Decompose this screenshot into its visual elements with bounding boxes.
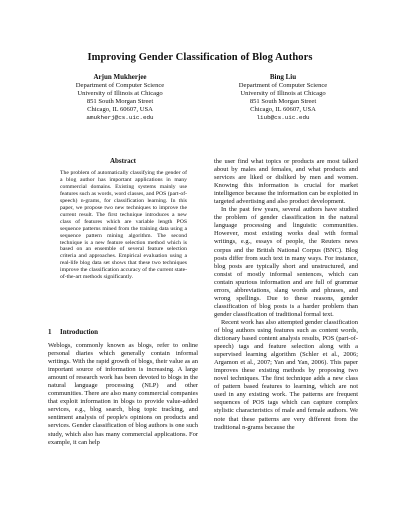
author-email: amukherj@cs.uic.edu [86, 113, 154, 121]
abstract-text: The problem of automatically classifying the gender of a blog author has important applications in many commercial domains. Existing systems mainly use features such as words, word classes, and POS (part-of-speech) n-grams, for classification learning. In this paper, we propose two new techniques to improve the current result. The first technique introduces a new class of features which are variable length POS sequence patterns mined from the training data using a sequence pattern mining algorithm. The second technique is a new feature selection method which is based on an ensemble of several feature selection criteria and approaches. Empirical evaluation using a real-life blog data set shows that these two techniques improve the classification accuracy of the current state-of-the-art methods significantly. [60, 170, 187, 281]
author-department: Department of Computer Science [238, 81, 328, 89]
author-university: University of Illinois at Chicago [77, 89, 163, 97]
section-heading-introduction [48, 328, 98, 336]
section-number: 1 [48, 328, 52, 336]
intro-paragraph-1 [48, 342, 198, 447]
author-university: University of Illinois at Chicago [240, 89, 326, 97]
author-name: Arjun Mukherjee [93, 73, 147, 81]
author-city: Chicago, IL 60607, USA [250, 105, 316, 113]
body-paragraph: Weblogs, commonly known as blogs, refer to online personal diaries which generally contain informal writings. With the rapid growth of blogs, their value as an important source of information is increasing. A large amount of research work has been devoted to blogs in the natural language processing (NLP) and other communities. There are also many commercial companies that exploit information in blogs to provide value-added services, e.g., blog search, blog topic tracking, and sentiment analysis of people's opinions on products and services. Gender classification of blog authors is one such study, which also has many commercial applications. For example, it can help [48, 342, 198, 446]
section-title: Introduction [60, 328, 98, 336]
body-paragraph: In the past few years, several authors have studied the problem of gender classification in the natural language processing and linguistic communities. However, most existing works deal with formal writings, e.g., essays of people, the Reuters news corpus and the British National Corpus (BNC). Blog posts differ from such text in many ways. For instance, blog posts are typically short and unstructured, and consist of mostly informal sentences, which can contain spurious information and are full of grammar errors, abbreviations, slang words and phrases, and wrong spellings. Due to these reasons, gender classification of blog posts is a harder problem than gender classification of traditional formal text. [214, 206, 358, 318]
right-column [214, 158, 358, 432]
author-city: Chicago, IL 60607, USA [87, 105, 153, 113]
author-email: liub@cs.uic.edu [256, 113, 310, 121]
author-block-1 [40, 74, 200, 121]
author-street: 851 South Morgan Street [86, 97, 154, 105]
author-block-2 [203, 74, 363, 121]
author-name: Bing Liu [269, 73, 297, 81]
body-paragraph: the user find what topics or products are most talked about by males and females, and what products and services are liked or disliked by men and women. Knowing this information is crucial for market intelligence because the information can be exploited in targeted advertising and also product development. [214, 158, 358, 206]
paper-title: Improving Gender Classification of Blog Authors [87, 52, 313, 63]
author-department: Department of Computer Science [75, 81, 165, 89]
body-paragraph: Recent work has also attempted gender classification of blog authors using features such as content words, dictionary based content analysis results, POS (part-of-speech) tags and feature selection along with a supervised learning algorithm (Schler et al., 2006; Argamon et al., 2007; Yan and Yan, 2006). This paper improves these existing methods by proposing two novel techniques. The first technique adds a new class of pattern based features to learning, which are not used in any existing work. The patterns are frequent sequences of POS tags which can capture complex stylistic characteristics of male and female authors. We note that these patterns are very different from the traditional n-grams because the [214, 318, 358, 431]
author-street: 851 South Morgan Street [249, 97, 317, 105]
abstract-heading: Abstract [109, 157, 137, 165]
